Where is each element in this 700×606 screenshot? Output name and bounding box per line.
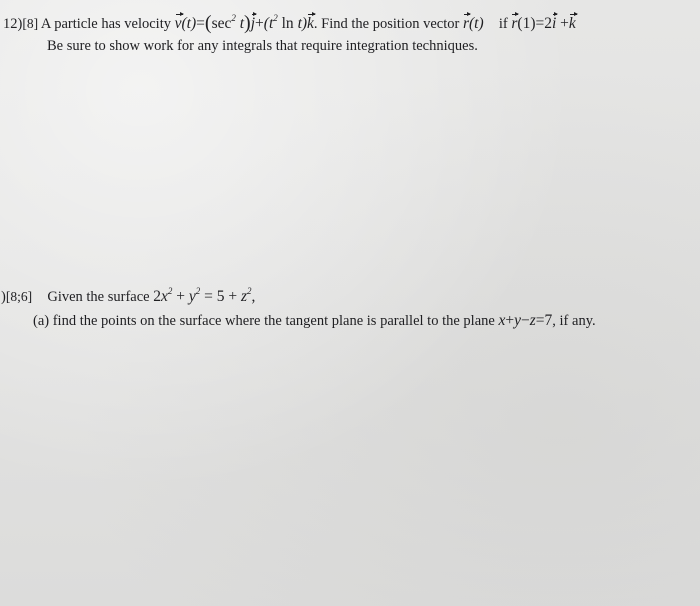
part-a-tail: , if any. [552,313,596,329]
plane-equation: x+y−z=7 [498,312,553,329]
problem-13-line-1 [1,285,256,306]
part-a-label: (a) [33,313,50,329]
problem-12-find-text: Find the position vector [321,16,460,32]
problem-13-points: [8;6] [5,289,33,304]
problem-13-intro: Given the surface [47,289,150,305]
position-function: r(t) [462,15,484,32]
surface-equation: $2x^2 + y^2 = 5 + z^2$, [153,285,256,305]
problem-12-if: if [498,16,508,32]
part-a-text: find the points on the surface where the tangent plane is parallel to the plane [52,313,495,329]
problem-12-points: [8] [22,16,39,31]
problem-12-line-2: Be sure to show work for any integrals that require integration techniques. [47,38,478,54]
problem-12-intro: A particle has velocity [40,16,171,32]
problem-12-number: 12) [3,16,23,32]
problem-12-line-1: 12)[8] A particle has velocity $v(t)=(\sec^2$ $t)j+(t^2$ ln t)k. Find the position vector r(t) if r(1)=2i +k [3,12,576,34]
problem-13-part-a [33,312,596,330]
velocity-equation: $v(t)=(\sec^2$ $t)j+(t^2$ ln t)k [174,12,314,34]
initial-condition: r(1)=2i +k [511,15,576,32]
problem-13-number: ) [1,289,6,305]
